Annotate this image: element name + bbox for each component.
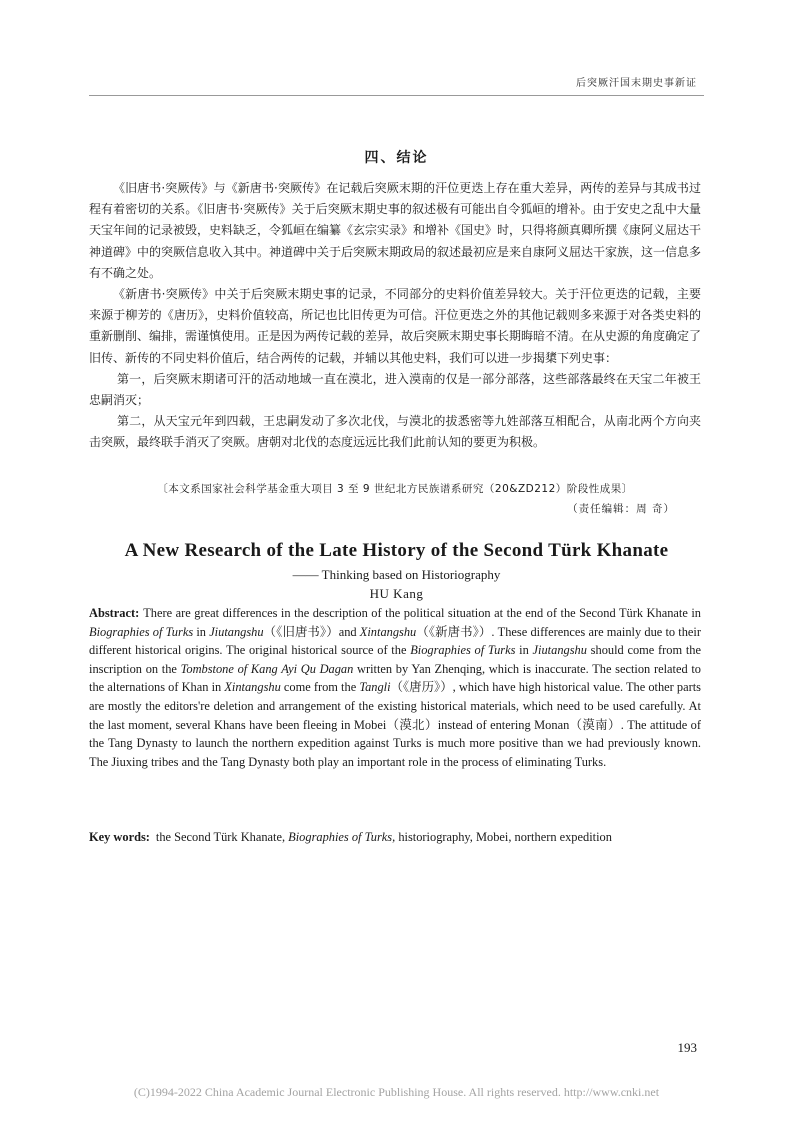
- abstract-italic: Jiutangshu: [532, 643, 587, 658]
- abstract-text: in: [515, 643, 533, 658]
- keywords-text: historiography, Mobei, northern expedition: [395, 830, 612, 844]
- header-rule: [89, 95, 704, 96]
- abstract-italic: Xintangshu: [359, 624, 417, 639]
- paragraph-1: 《旧唐书·突厥传》与《新唐书·突厥传》在记载后突厥末期的汗位更迭上存在重大差异，两传的差异与其成书过程有着密切的关系。《旧唐书·突厥传》关于后突厥末期史事的叙述极有可能出自令狐峘的增补。由于安史之乱中大量天宝年间的记录被毁，史料缺乏，令狐峘在编纂《玄宗实录》和增补《国史》时，只得将颜真卿所撰《康阿义屈达干神道碑》中的突厥信息收入其中。神道碑中关于后突厥末期政局的叙述最初应是来自康阿义屈达干家族，这一信息多有不确之处。: [89, 181, 702, 280]
- conclusion-body: [89, 178, 701, 454]
- english-author: HU Kang: [369, 586, 424, 601]
- running-head: 后突厥汗国末期史事新证: [576, 78, 697, 89]
- keywords-label: Key words:: [89, 830, 150, 844]
- english-title: A New Research of the Late History of the Second Türk Khanate: [124, 540, 669, 561]
- english-subtitle: —— Thinking based on Historiography: [292, 567, 501, 582]
- copyright-footer: (C)1994-2022 China Academic Journal Electronic Publishing House. All rights reserved. http://www.cnki.net: [133, 1085, 660, 1099]
- editor-note: （责任编辑：周 奇）: [567, 503, 675, 515]
- keywords-text: the Second Türk Khanate,: [155, 830, 289, 844]
- abstract-italic: Biographies of Turks: [410, 643, 516, 658]
- paragraph-point-1: 第一，后突厥末期诸可汗的活动地域一直在漠北，进入漠南的仅是一部分部落，这些部落最终在天宝二年被王忠嗣消灭；: [89, 371, 701, 408]
- abstract-text: should come from the inscription on the: [89, 643, 701, 676]
- funding-note: 〔本文系国家社会科学基金重大项目 3 至 9 世纪北方民族谱系研究（20&ZD212）阶段性成果〕: [157, 483, 633, 495]
- abstract-text: （《唐历》）, which have high historical value. The other parts are mostly the editors're deletion and arrangement of the existing historical materials, which need to be used carefully. At the last moment, several Khans have been fleeing in Mobei（漠北）instead of entering Monan（漠南）. The attitude of the Tang Dynasty to launch the northern expedition against Turks is much more positive than we had previously known. The Jiuxing tribes and the Tang Dynasty both play an important role in the process of eliminating Turks.: [89, 680, 701, 769]
- abstract-text: There are great differences in the description of the political situation at the end of the Second Türk Khanate in: [143, 606, 701, 620]
- abstract-italic: Tombstone of Kang Ayi Qu Dagan: [180, 661, 354, 676]
- paragraph-point-2: 第二，从天宝元年到四载，王忠嗣发动了多次北伐，与漠北的拔悉密等九姓部落互相配合，从南北两个方向夹击突厥，最终联手消灭了突厥。唐朝对北伐的态度远远比我们此前认知的要更为积极。: [89, 414, 701, 450]
- paragraph-2: 《新唐书·突厥传》中关于后突厥末期史事的记录，不同部分的史料价值差异较大。关于汗位更迭的记载，主要来源于柳芳的《唐历》，史料价值较高，所记也比旧传更为可信。汗位更迭之外的其他记载则多来源于对各类史料的重新删削、编排，需谨慎使用。正是因为两传记载的差异，故后突厥末期史事长期晦暗不清。在从史源的角度确定了旧传、新传的不同史料价值后，结合两传的记载，并辅以其他史料，我们可以进一步揭橥下列史事：: [89, 287, 702, 365]
- section-title: 四、结论: [364, 150, 429, 166]
- english-abstract: [89, 604, 701, 771]
- english-keywords: [89, 830, 701, 845]
- keywords-italic: Biographies of Turks,: [288, 830, 396, 844]
- abstract-label: Abstract:: [89, 606, 140, 620]
- abstract-italic: Tangli: [359, 680, 391, 695]
- abstract-text: in: [193, 624, 210, 639]
- abstract-text: written by Yan Zhenqing, which is inaccurate. The section related to the alternations of Khan in: [89, 661, 701, 695]
- abstract-italic: Biographies of Turks: [89, 624, 194, 639]
- page-number: 193: [677, 1040, 697, 1055]
- abstract-text: （《新唐书》）. These differences are mainly due to their different historical origins. The original historical source of the: [89, 624, 702, 658]
- abstract-text: come from the: [280, 680, 360, 695]
- abstract-text: （《旧唐书》）and: [263, 624, 360, 639]
- abstract-italic: Jiutangshu: [209, 624, 264, 639]
- abstract-italic: Xintangshu: [224, 680, 281, 695]
